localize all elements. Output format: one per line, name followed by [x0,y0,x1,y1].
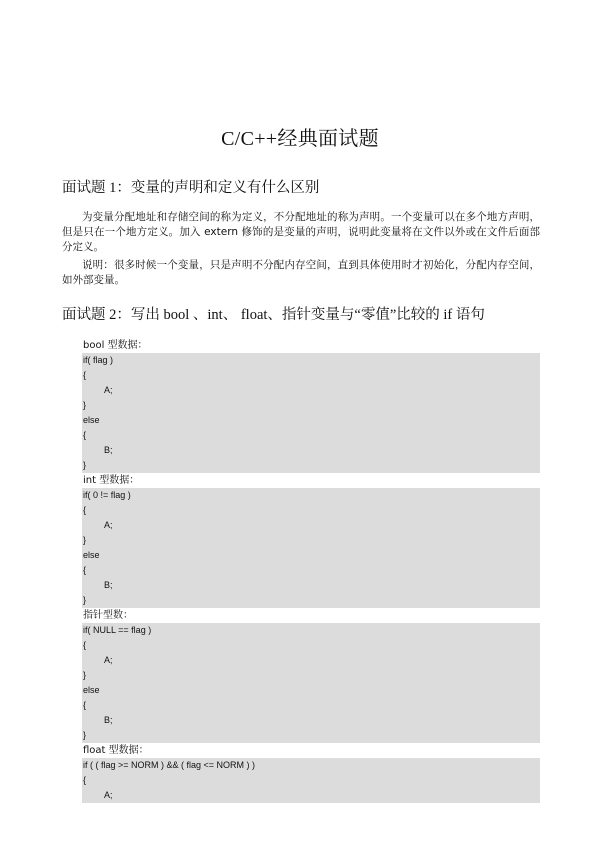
code-line: else [82,413,540,428]
page-title: C/C++经典面试题 [221,128,379,150]
code-line: if( flag ) [82,353,540,368]
code-line: { [82,368,540,383]
code-line: { [82,698,540,713]
code-line: { [82,503,540,518]
code-line: if ( ( flag >= NORM ) && ( flag <= NORM ) ) [82,758,540,773]
code-line: } [82,398,540,413]
code-line: A; [82,653,540,668]
code-line: B; [82,443,540,458]
code-line: else [82,683,540,698]
code-line: } [82,458,540,473]
question-2-heading: 面试题 2：写出 bool 、int、 float、指针变量与“零值”比较的 if 语句 [62,307,485,323]
code-type-label: int 型数据： [83,475,140,486]
code-line: if( NULL == flag ) [82,623,540,638]
code-line: B; [82,578,540,593]
code-type-label: bool 型数据： [83,340,148,351]
code-line: } [82,728,540,743]
code-line: A; [82,383,540,398]
code-line: A; [82,788,540,803]
code-line: if( 0 != flag ) [82,488,540,503]
code-line: { [82,773,540,788]
question-1-heading: 面试题 1：变量的声明和定义有什么区别 [62,180,320,196]
code-type-label: 指针型数： [83,610,133,621]
question-1-note: 说明：很多时候一个变量，只是声明不分配内存空间，直到具体使用时才初始化，分配内存空间，如外部变量。 [62,259,540,286]
code-type-label: float 型数据： [83,745,149,756]
question-1-paragraph: 为变量分配地址和存储空间的称为定义，不分配地址的称为声明。一个变量可以在多个地方声明，但是只在一个地方定义。加入 extern 修饰的是变量的声明，说明此变量将在文件以外或在文件后面部分定义。 [62,211,540,253]
code-line: { [82,428,540,443]
code-line: } [82,533,540,548]
code-line: { [82,638,540,653]
code-line: else [82,548,540,563]
code-line: A; [82,518,540,533]
code-line: { [82,563,540,578]
code-line: } [82,668,540,683]
code-line: } [82,593,540,608]
code-listing [82,338,540,803]
code-line: B; [82,713,540,728]
